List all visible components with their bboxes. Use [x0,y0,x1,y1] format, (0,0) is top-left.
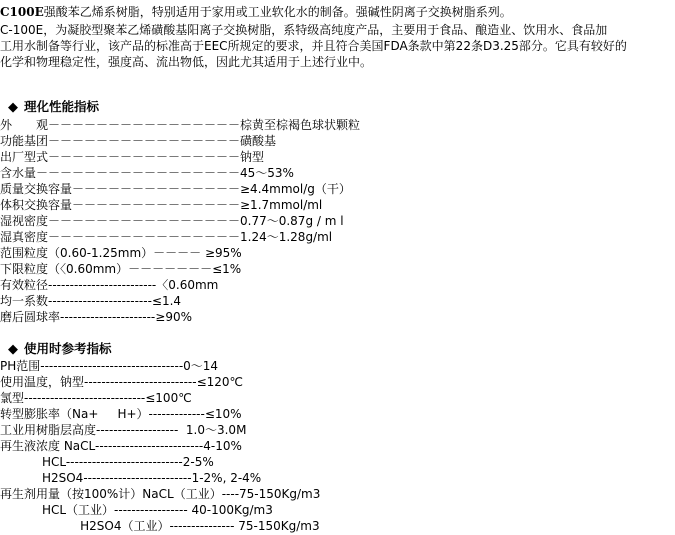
usage-row: H2SO4-------------------------1-2%, 2-4% [0,471,262,485]
property-row: 有效粒径-------------------------〈0.60mm [0,278,219,292]
section-heading-usage [8,341,112,357]
intro-line-2: C-100E，为凝胶型聚苯乙烯磺酸基阳离子交换树脂，系特级高纯度产品，主要用于食品、酿造业、饮用水、食品加 [0,23,608,37]
section-heading-properties [8,99,99,115]
usage-row: H2SO4（工业）--------------- 75-150Kg/m3 [0,519,320,533]
usage-row: 使用温度，钠型--------------------------≤120℃ [0,375,244,389]
property-row: 下限粒度（〈0.60mm）－－－－－－－≤1% [0,262,242,276]
usage-row: PH范围---------------------------------0～14 [0,359,219,373]
property-row: 出厂型式－－－－－－－－－－－－－－－－钠型 [0,150,265,164]
property-row: 功能基团－－－－－－－－－－－－－－－－磺酸基 [0,134,277,148]
usage-row: 工业用树脂层高度------------------- 1.0～3.0M [0,423,247,437]
property-row: 均一系数------------------------≤1.4 [0,294,182,308]
usage-row: HCL---------------------------2-5% [0,455,214,469]
property-row: 外 观－－－－－－－－－－－－－－－－棕黄至棕褐色球状颗粒 [0,118,361,132]
intro-line-1 [0,4,512,20]
property-row: 范围粒度（0.60-1.25mm）－－－－ ≥95% [0,246,242,260]
section-title: 使用时参考指标 [24,341,112,356]
usage-row: 氯型----------------------------≤100℃ [0,391,192,405]
usage-row: 再生剂用量（按100%计）NaCL（工业）----75-150Kg/m3 [0,487,321,501]
usage-row: 再生液浓度 NaCL-------------------------4-10% [0,439,242,453]
property-row: 湿视密度－－－－－－－－－－－－－－－－0.77～0.87g / m l [0,214,344,228]
usage-row: 转型膨胀率（Na+ H+）-------------≤10% [0,407,242,421]
section-title: 理化性能指标 [24,99,100,114]
product-name: C100E [0,5,44,19]
diamond-bullet-icon: ◆ [8,342,18,357]
intro-line-1-text: 强酸苯乙烯系树脂，特别适用于家用或工业软化水的制备。强碱性阴离子交换树脂系列。 [43,5,512,19]
intro-line-4: 化学和物理稳定性，强度高、流出物低，因此尤其适用于上述行业中。 [0,55,373,69]
property-row: 磨后圆球率----------------------≥90% [0,310,192,324]
property-row: 湿真密度－－－－－－－－－－－－－－－－1.24～1.28g/ml [0,230,333,244]
intro-line-3: 工用水制备等行业，该产品的标准高于EEC所规定的要求，并且符合美国FDA条款中第22条D3.25部分。它具有较好的 [0,39,627,53]
property-row: 体积交换容量－－－－－－－－－－－－－－≥1.7mmol/ml [0,198,323,212]
property-row: 含水量－－－－－－－－－－－－－－－－－45～53% [0,166,294,180]
usage-row: HCL（工业）----------------- 40-100Kg/m3 [0,503,273,517]
property-row: 质量交换容量－－－－－－－－－－－－－－≥4.4mmol/g（干） [0,182,351,196]
diamond-bullet-icon: ◆ [8,100,18,115]
